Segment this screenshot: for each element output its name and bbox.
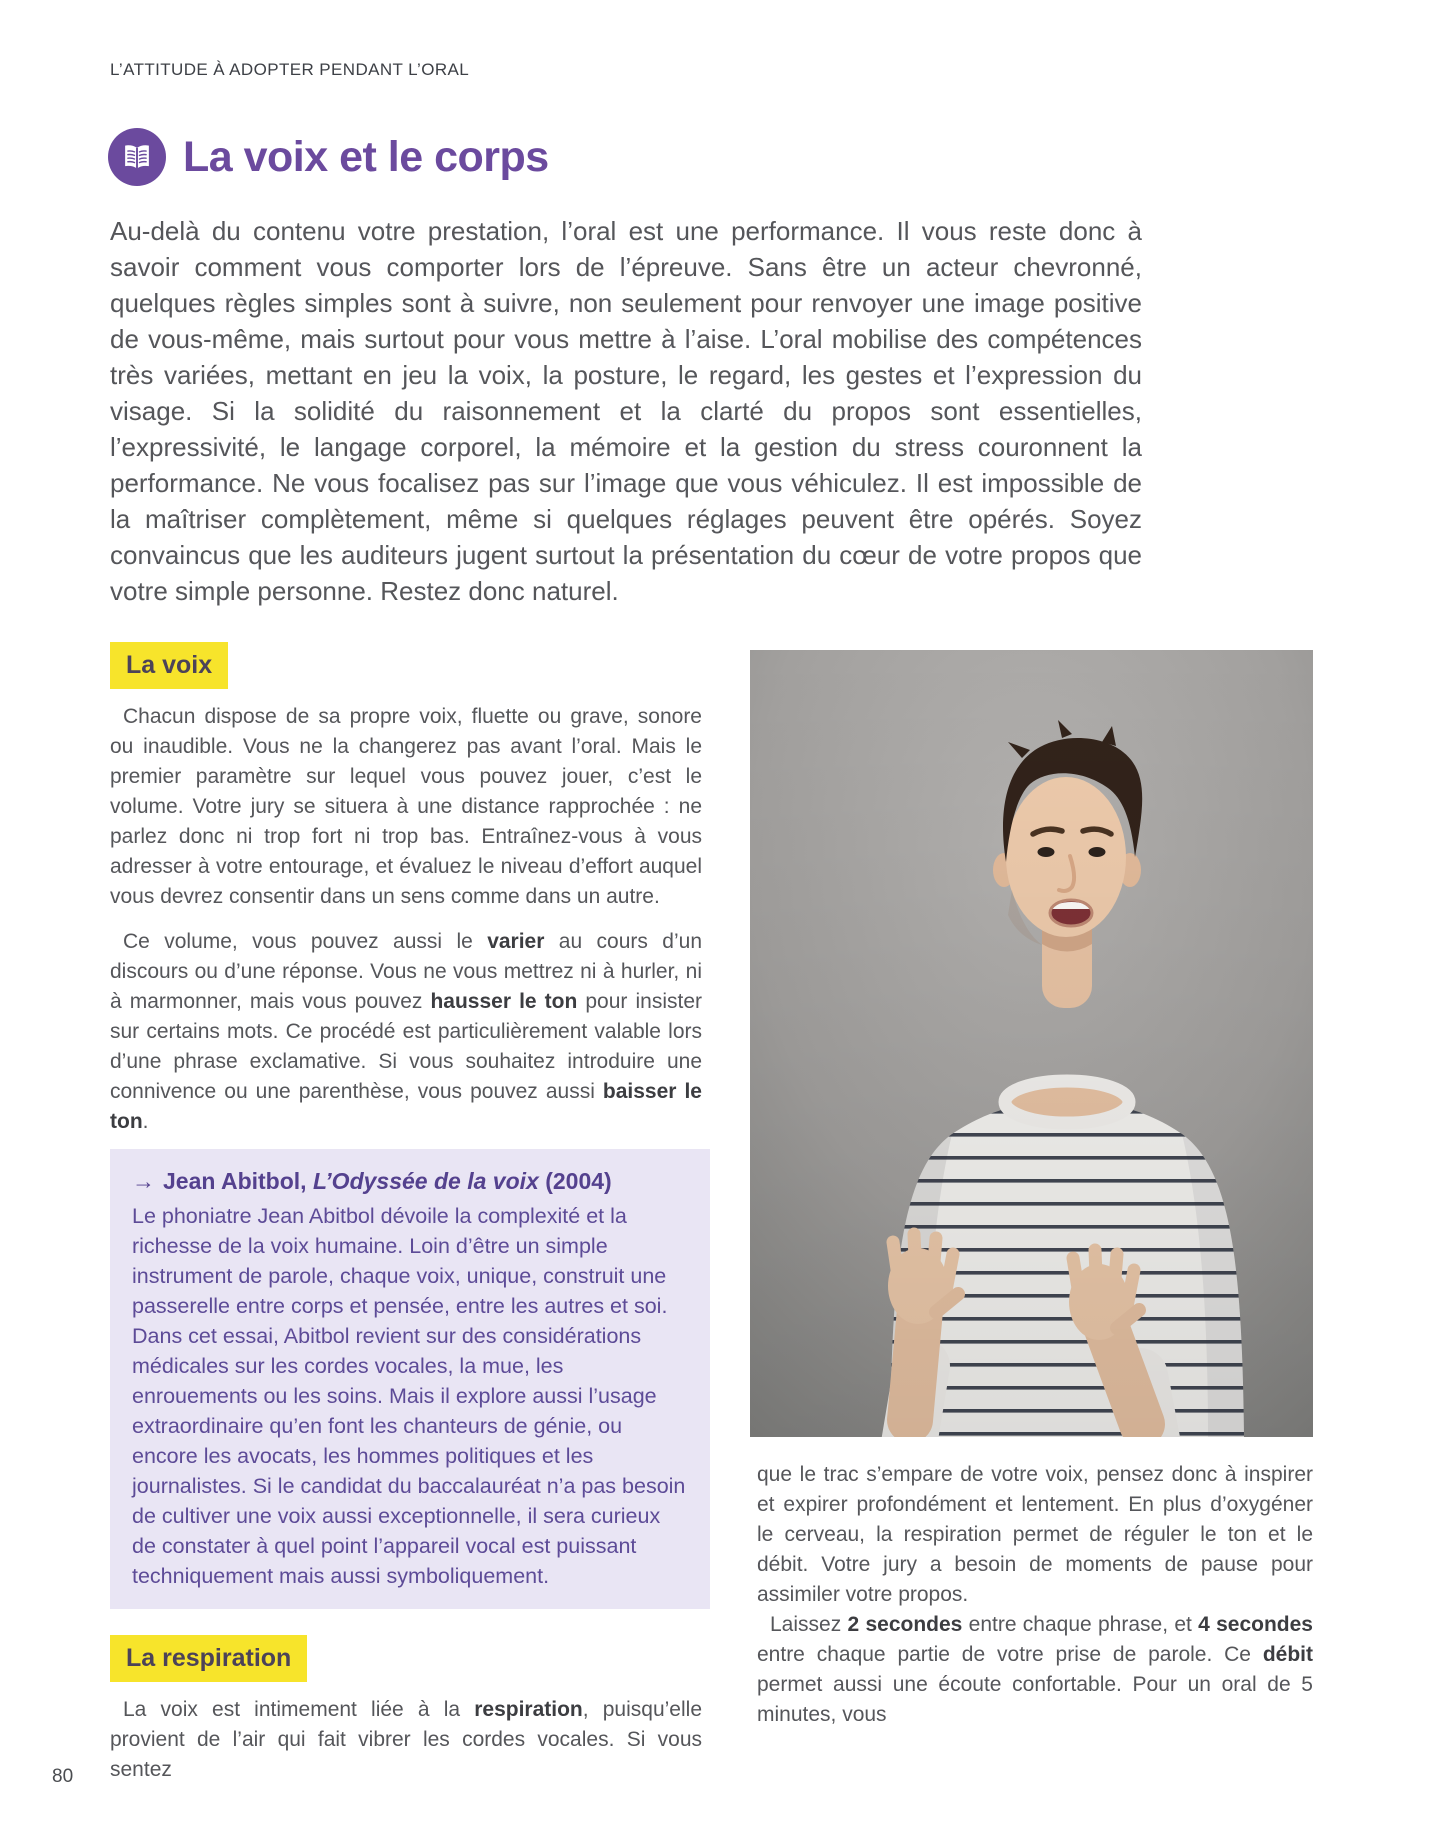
speaker-photo bbox=[750, 650, 1313, 1437]
book-reference-body: Le phoniatre Jean Abitbol dévoile la complexité et la richesse de la voix humaine. Loin d’être un simple instrument de parole, chaque voix, unique, construit une passerelle entre corps et pensée, entre les autres et soi. Dans cet essai, Abitbol revient sur des considérations médicales sur les cordes vocales, la mue, les enrouements ou les soins. Mais il explore aussi l’usage extraordinaire qu’en font les chanteurs de génie, ou encore les avocats, les hommes politiques et les journalistes. Si le candidat du baccalauréat n’a pas besoin de cultiver une voix aussi exceptionnelle, il sera curieux de constater à quel point l’appareil vocal est puissant techniquement mais aussi symboliquement. bbox=[132, 1204, 686, 1588]
right-paragraph-1: que le trac s’empare de votre voix, pensez donc à inspirer et expirer profondément et lentement. En plus d’oxygéner le cerveau, la respiration permet de réguler le ton et le débit. Votre jury a besoin de moments de pause pour assimiler votre propos. bbox=[757, 1463, 1313, 1606]
voix-paragraph-1: Chacun dispose de sa propre voix, fluette ou grave, sonore ou inaudible. Vous ne la changerez pas avant l’oral. Mais le premier paramètre sur lequel vous pouvez jouer, c’est le volume. Votre jury se situera à une distance rapprochée : ne parlez donc ni trop fort ni trop bas. Entraînez-vous à vous adresser à votre entourage, et évaluez le niveau d’effort auquel vous devrez consentir dans un sens comme dans un autre. bbox=[110, 705, 702, 908]
text-run: Laissez bbox=[770, 1613, 848, 1636]
book-title: L’Odyssée de la voix bbox=[312, 1168, 539, 1194]
left-column bbox=[110, 642, 702, 1785]
bold-term-baisser-le-ton: baisser le ton bbox=[110, 1080, 702, 1133]
book-year: (2004) bbox=[538, 1168, 612, 1194]
bold-term-4-secondes: 4 secondes bbox=[1198, 1613, 1313, 1636]
text-run: pour insister sur certains mots. Ce procédé est particulièrement valable lors d’une phrase exclamative. Si vous souhaitez introduire une connivence ou une parenthèse, vous pouvez aussi bbox=[110, 990, 702, 1103]
respiration-paragraph-1 bbox=[110, 1695, 702, 1785]
page-title: La voix et le corps bbox=[183, 133, 549, 181]
arrow-right-icon: → bbox=[132, 1168, 155, 1194]
section-heading-la-voix: La voix bbox=[110, 642, 228, 689]
text-run: , puisqu’elle provient de l’air qui fait vibrer les cordes vocales. Si vous sentez bbox=[110, 1698, 702, 1781]
page-number: 80 bbox=[52, 1766, 74, 1787]
book-reference-title bbox=[132, 1165, 688, 1197]
text-run: Ce volume, vous pouvez aussi le bbox=[123, 930, 488, 953]
bold-term-varier: varier bbox=[487, 930, 545, 953]
text-run: entre chaque partie de votre prise de parole. Ce bbox=[757, 1643, 1263, 1666]
right-paragraph-2 bbox=[757, 1610, 1313, 1730]
right-column bbox=[757, 1460, 1313, 1730]
text-run: permet aussi une écoute confortable. Pour un oral de 5 minutes, vous bbox=[757, 1673, 1313, 1726]
intro-paragraph: Au-delà du contenu votre prestation, l’oral est une performance. Il vous reste donc à savoir comment vous comporter lors de l’épreuve. Sans être un acteur chevronné, quelques règles simples sont à suivre, non seulement pour renvoyer une image positive de vous-même, mais surtout pour vous mettre à l’aise. L’oral mobilise des compétences très variées, mettant en jeu la voix, la posture, le regard, les gestes et l’expression du visage. Si la solidité du raisonnement et la clarté du propos sont essentielles, l’expressivité, le langage corporel, la mémoire et la gestion du stress couronnent la performance. Ne vous focalisez pas sur l’image que vous véhiculez. Il est impossible de la maîtriser complètement, même si quelques réglages peuvent être opérés. Soyez convaincus que les auditeurs jugent surtout la présentation du cœur de votre propos que votre simple personne. Restez donc naturel. bbox=[110, 216, 1142, 606]
book-author: Jean Abitbol, bbox=[163, 1168, 313, 1194]
text-run: au cours d’un discours ou d’une réponse. Vous ne vous mettrez ni à hurler, ni à marmonner, mais vous pouvez bbox=[110, 930, 702, 1013]
text-run: . bbox=[142, 1110, 149, 1133]
bold-term-respiration: respiration bbox=[474, 1698, 583, 1721]
text-run: La voix est intimement liée à la bbox=[123, 1698, 475, 1721]
voix-paragraph-2 bbox=[110, 927, 702, 1137]
speaker-photo-illustration bbox=[750, 650, 1313, 1437]
chapter-title-row bbox=[108, 128, 549, 186]
bold-term-debit: débit bbox=[1262, 1643, 1313, 1666]
section-heading-la-respiration: La respiration bbox=[110, 1635, 307, 1682]
page-kicker: L’ATTITUDE À ADOPTER PENDANT L’ORAL bbox=[110, 60, 470, 79]
bold-term-2-secondes: 2 secondes bbox=[847, 1613, 963, 1636]
bold-term-hausser-le-ton: hausser le ton bbox=[430, 990, 578, 1013]
book-reference-box bbox=[110, 1149, 710, 1609]
text-run: entre chaque phrase, et bbox=[962, 1613, 1199, 1636]
open-book-icon bbox=[108, 128, 166, 186]
